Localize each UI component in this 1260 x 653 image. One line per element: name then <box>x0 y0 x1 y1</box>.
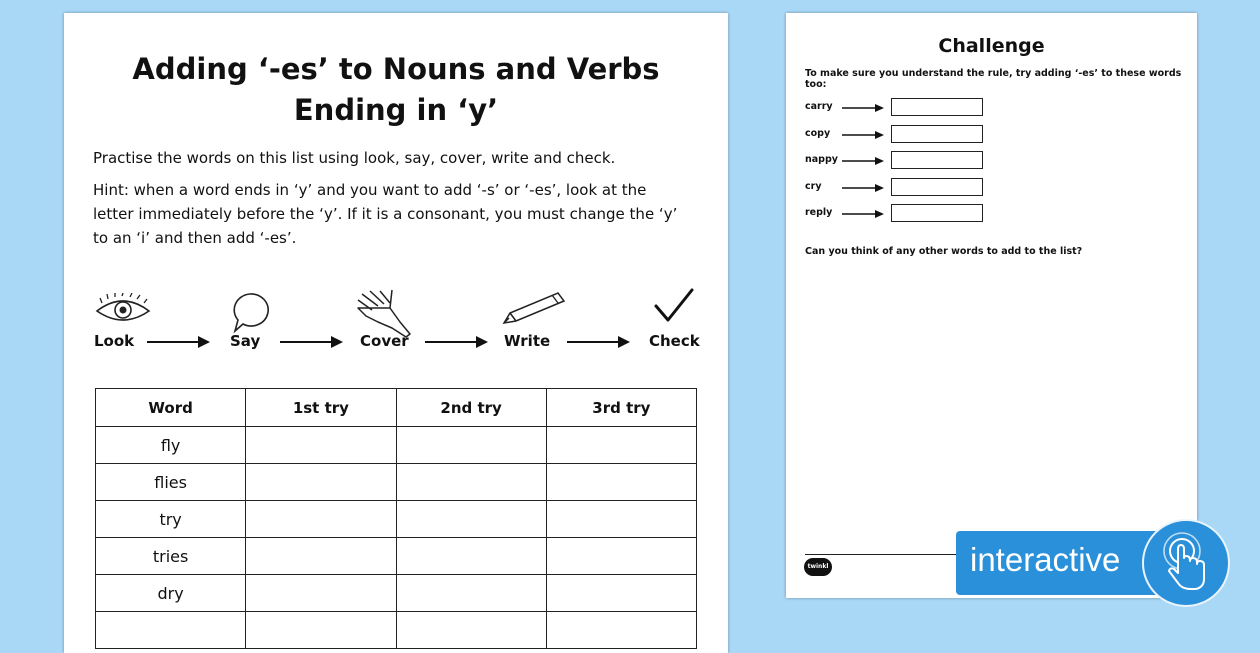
footer-divider <box>805 554 965 555</box>
column-header-word: Word <box>96 389 246 427</box>
speech-bubble-icon <box>229 291 271 335</box>
challenge-row <box>805 178 995 198</box>
hint-text <box>93 178 703 250</box>
word-cell: fly <box>96 427 246 464</box>
try-cell[interactable] <box>546 501 696 538</box>
try-cell[interactable] <box>396 464 546 501</box>
answer-box[interactable] <box>891 125 983 143</box>
try-cell[interactable] <box>396 612 546 649</box>
try-cell[interactable] <box>546 612 696 649</box>
challenge-word: carry <box>805 101 833 112</box>
challenge-row <box>805 151 995 171</box>
hint-line: to an ‘i’ and then add ‘-es’. <box>93 229 297 247</box>
challenge-row <box>805 204 995 224</box>
answer-box[interactable] <box>891 178 983 196</box>
interactive-label: interactive <box>970 541 1121 578</box>
title-line-1: Adding ‘-es’ to Nouns and Verbs <box>132 52 660 86</box>
column-header-2nd-try: 2nd try <box>396 389 546 427</box>
try-cell[interactable] <box>396 501 546 538</box>
pointing-hand-icon <box>1144 521 1228 605</box>
arrow-icon <box>841 129 885 141</box>
arrow-icon <box>841 182 885 194</box>
challenge-word: nappy <box>805 154 838 165</box>
table-row <box>96 575 697 612</box>
step-label-cover: Cover <box>360 332 409 350</box>
step-label-say: Say <box>230 332 261 350</box>
pointing-hand-icon[interactable] <box>1142 519 1230 607</box>
try-cell[interactable] <box>246 501 396 538</box>
answer-box[interactable] <box>891 98 983 116</box>
word-cell: tries <box>96 538 246 575</box>
answer-box[interactable] <box>891 204 983 222</box>
try-cell[interactable] <box>396 575 546 612</box>
step-label-write: Write <box>504 332 551 350</box>
table-row <box>96 427 697 464</box>
challenge-word: cry <box>805 181 822 192</box>
hint-line: Hint: when a word ends in ‘y’ and you want to add ‘-s’ or ‘-es’, look at the <box>93 181 647 199</box>
arrow-icon <box>146 334 212 350</box>
column-header-3rd-try: 3rd try <box>546 389 696 427</box>
step-label-look: Look <box>94 332 135 350</box>
try-cell[interactable] <box>546 427 696 464</box>
worksheet-title <box>64 49 728 131</box>
challenge-page <box>786 13 1197 598</box>
challenge-intro: To make sure you understand the rule, try adding ‘-es’ to these words too: <box>805 68 1182 90</box>
spelling-table <box>95 388 697 649</box>
try-cell[interactable] <box>546 575 696 612</box>
try-cell[interactable] <box>246 427 396 464</box>
try-cell[interactable] <box>246 612 396 649</box>
challenge-title: Challenge <box>938 35 1045 57</box>
answer-box[interactable] <box>891 151 983 169</box>
hint-line: letter immediately before the ‘y’. If it is a consonant, you must change the ‘y’ <box>93 205 678 223</box>
step-label-check: Check <box>649 332 700 350</box>
worksheet-page <box>64 13 728 653</box>
table-row <box>96 612 697 649</box>
word-cell: dry <box>96 575 246 612</box>
instruction-text: Practise the words on this list using look, say, cover, write and check. <box>93 149 616 167</box>
challenge-row <box>805 125 995 145</box>
arrow-icon <box>841 208 885 220</box>
challenge-word: copy <box>805 128 831 139</box>
word-cell: try <box>96 501 246 538</box>
word-cell <box>96 612 246 649</box>
hand-icon <box>352 288 414 338</box>
try-cell[interactable] <box>246 575 396 612</box>
twinkl-go-logo: twinkl go! <box>804 558 832 576</box>
try-cell[interactable] <box>546 538 696 575</box>
try-cell[interactable] <box>396 538 546 575</box>
arrow-icon <box>841 102 885 114</box>
try-cell[interactable] <box>546 464 696 501</box>
arrow-icon <box>566 334 632 350</box>
challenge-word: reply <box>805 207 833 218</box>
pencil-icon <box>500 291 566 327</box>
challenge-row <box>805 98 995 118</box>
table-header-row <box>96 389 697 427</box>
checkmark-icon <box>654 288 694 324</box>
challenge-question: Can you think of any other words to add to the list? <box>805 246 1083 257</box>
title-line-2: Ending in ‘y’ <box>293 93 499 127</box>
arrow-icon <box>424 334 490 350</box>
arrow-icon <box>841 155 885 167</box>
try-cell[interactable] <box>396 427 546 464</box>
table-row <box>96 501 697 538</box>
try-cell[interactable] <box>246 538 396 575</box>
arrow-icon <box>279 334 345 350</box>
try-cell[interactable] <box>246 464 396 501</box>
table-row <box>96 464 697 501</box>
column-header-1st-try: 1st try <box>246 389 396 427</box>
eye-icon <box>94 293 152 327</box>
word-cell: flies <box>96 464 246 501</box>
table-row <box>96 538 697 575</box>
